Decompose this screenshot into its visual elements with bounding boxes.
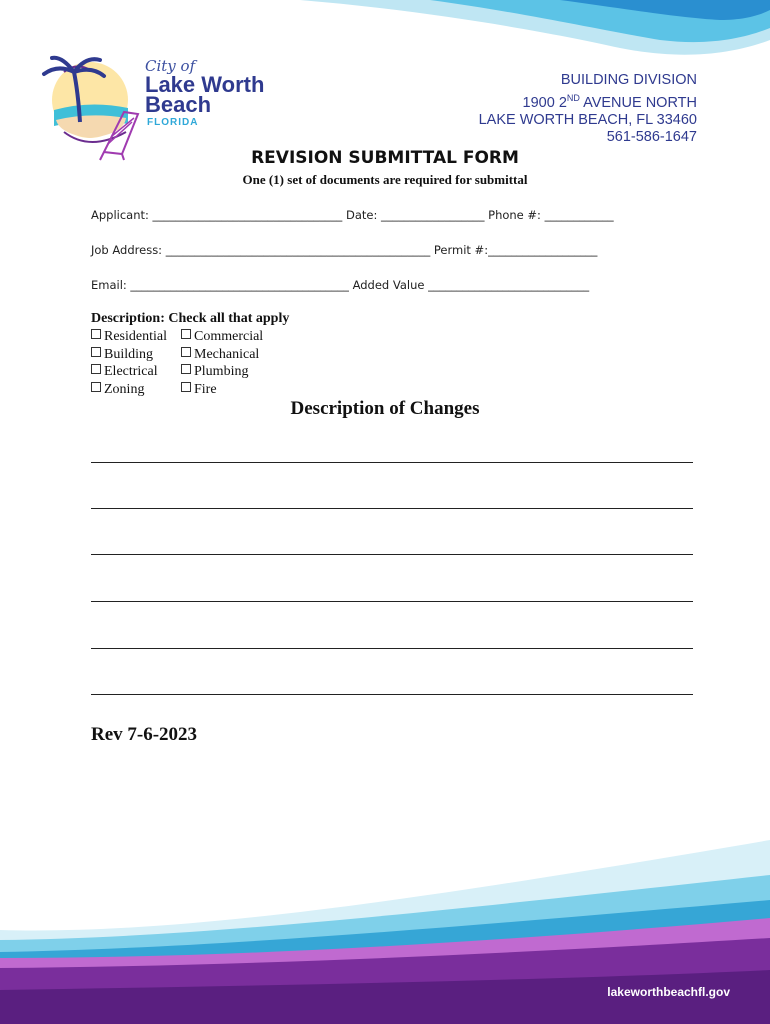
- checkbox-icon[interactable]: [91, 347, 101, 357]
- checkbox-residential[interactable]: Residential: [91, 329, 167, 345]
- changes-title: Description of Changes: [290, 398, 480, 419]
- checkbox-icon[interactable]: [181, 329, 191, 339]
- checkbox-icon[interactable]: [181, 347, 191, 357]
- form-title: REVISION SUBMITTAL FORM: [251, 148, 519, 168]
- changes-line-3[interactable]: [91, 554, 693, 555]
- checkbox-commercial[interactable]: Commercial: [181, 329, 263, 345]
- checkbox-plumbing[interactable]: Plumbing: [181, 364, 248, 380]
- changes-line-5[interactable]: [91, 648, 693, 649]
- logo-city-name: Lake Worth Beach: [145, 72, 265, 117]
- checkbox-icon[interactable]: [91, 329, 101, 339]
- changes-line-1[interactable]: [91, 462, 693, 463]
- checkbox-building[interactable]: Building: [91, 347, 153, 363]
- applicant-date-phone-row[interactable]: Applicant: _________________________________ Date: __________________ Phone #: ____________: [91, 208, 614, 222]
- logo-city-of: City of: [145, 57, 196, 75]
- division-street: 1900 2ND AVENUE NORTH: [522, 92, 697, 111]
- form-subtitle: One (1) set of documents are required for submittal: [242, 172, 528, 187]
- checkbox-icon[interactable]: [181, 382, 191, 392]
- checkbox-icon[interactable]: [91, 382, 101, 392]
- division-phone: 561-586-1647: [606, 129, 697, 146]
- job-address-permit-row[interactable]: Job Address: ______________________________________________ Permit #:___________________: [91, 243, 598, 257]
- division-address: [479, 72, 697, 147]
- checkbox-zoning[interactable]: Zoning: [91, 382, 144, 398]
- checkbox-icon[interactable]: [91, 364, 101, 374]
- checklist-title: Description: Check all that apply: [91, 311, 290, 326]
- website-link[interactable]: lakeworthbeachfl.gov: [607, 985, 730, 999]
- checkbox-mechanical[interactable]: Mechanical: [181, 347, 259, 363]
- division-name: BUILDING DIVISION: [560, 72, 697, 88]
- email-added-value-row[interactable]: Email: ______________________________________ Added Value ____________________________: [91, 278, 590, 292]
- checkbox-icon[interactable]: [181, 364, 191, 374]
- logo-state: FLORIDA: [147, 117, 199, 128]
- changes-line-4[interactable]: [91, 601, 693, 602]
- checkbox-fire[interactable]: Fire: [181, 382, 217, 398]
- revision-label: Rev 7-6-2023: [91, 724, 198, 745]
- changes-line-2[interactable]: [91, 508, 693, 509]
- checkbox-electrical[interactable]: Electrical: [91, 364, 158, 380]
- changes-line-6[interactable]: [91, 694, 693, 695]
- division-city: LAKE WORTH BEACH, FL 33460: [478, 111, 697, 128]
